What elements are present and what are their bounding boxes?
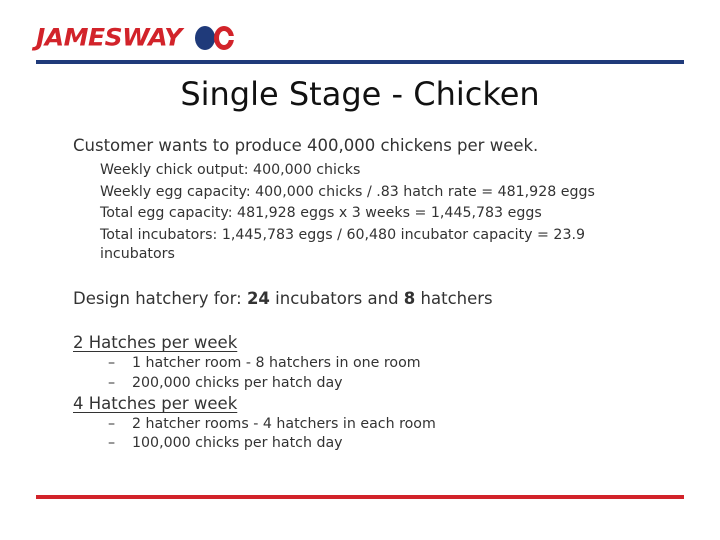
slide-title: Single Stage - Chicken <box>180 75 540 113</box>
detail-line: Total incubators: 1,445,783 eggs / 60,480 incubator capacity = 23.9 incubators <box>100 227 586 262</box>
bullet-dash: – <box>108 435 116 451</box>
design-prefix: Design hatchery for: <box>73 289 247 308</box>
logo-wordmark: JAMESWAY <box>36 23 182 52</box>
lead-text: Customer wants to produce 400,000 chickens per week. <box>73 136 539 155</box>
design-suffix: hatchers <box>415 289 493 308</box>
egg-logo-icon <box>194 25 236 51</box>
design-middle: incubators and <box>269 289 404 308</box>
bullet-dash: – <box>108 375 116 391</box>
bottom-divider <box>36 495 684 499</box>
option-item: 1 hatcher room - 8 hatchers in one room <box>132 355 421 371</box>
detail-line: Total egg capacity: 481,928 eggs x 3 weeks = 1,445,783 eggs <box>100 205 542 221</box>
option-item: 100,000 chicks per hatch day <box>132 435 343 451</box>
bullet-dash: – <box>108 416 116 432</box>
incubator-count: 24 <box>246 289 270 308</box>
detail-line: Weekly chick output: 400,000 chicks <box>100 162 361 178</box>
jamesway-logo <box>36 22 236 54</box>
option-item: 200,000 chicks per hatch day <box>132 375 343 391</box>
option-heading: 4 Hatches per week <box>73 394 238 413</box>
design-summary <box>73 288 493 310</box>
hatcher-count: 8 <box>403 289 416 308</box>
option-heading: 2 Hatches per week <box>73 333 238 352</box>
detail-line: Weekly egg capacity: 400,000 chicks / .83 hatch rate = 481,928 eggs <box>100 184 595 200</box>
option-item: 2 hatcher rooms - 4 hatchers in each room <box>132 416 436 432</box>
bullet-dash: – <box>108 355 116 371</box>
top-divider <box>36 60 684 64</box>
